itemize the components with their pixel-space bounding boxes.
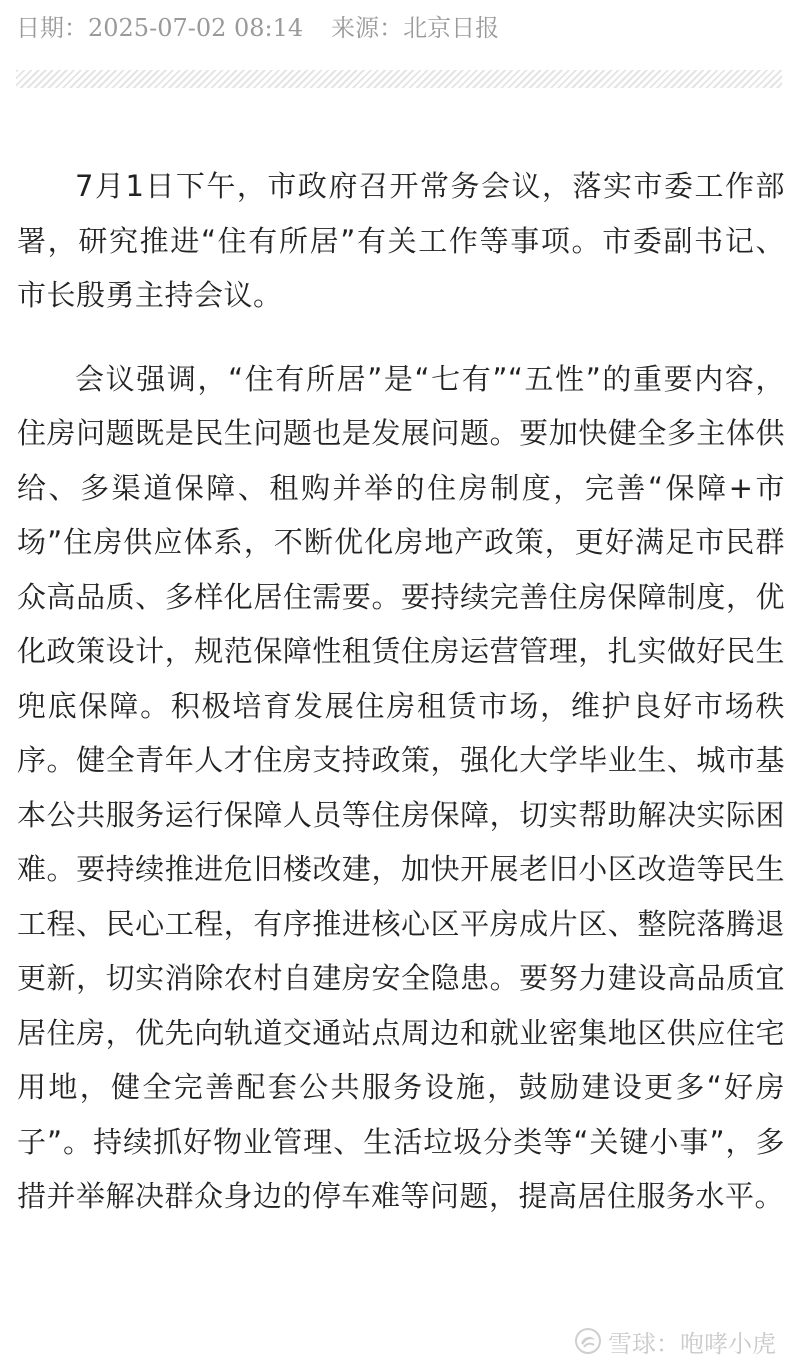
- paragraph-1: 7月1日下午，市政府召开常务会议，落实市委工作部署，研究推进“住有所居”有关工作等事项。市委副书记、市长殷勇主持会议。: [17, 169, 785, 312]
- date-value: 2025-07-02 08:14: [88, 14, 304, 42]
- source-value: 北京日报: [403, 14, 500, 42]
- article-meta: [16, 8, 499, 48]
- source-label: 来源：: [331, 14, 404, 42]
- watermark-text: 雪球：咆哮小虎: [608, 1329, 776, 1358]
- hatched-divider: [16, 70, 782, 88]
- date-label: 日期：: [16, 14, 88, 42]
- paragraph-2: 会议强调，“住有所居”是“七有”“五性”的重要内容，住房问题既是民生问题也是发展问题。要加快健全多主体供给、多渠道保障、租购并举的住房制度，完善“保障+市场”住房供应体系，不断优化房地产政策，更好满足市民群众高品质、多样化居住需要。要持续完善住房保障制度，优化政策设计，规范保障性租赁住房运营管理，扎实做好民生兜底保障。积极培育发展住房租赁市场，维护良好市场秩序。健全青年人才住房支持政策，强化大学毕业生、城市基本公共服务运行保障人员等住房保障，切实帮助解决实际困难。要持续推进危旧楼改建，加快开展老旧小区改造等民生工程、民心工程，有序推进核心区平房成片区、整院落腾退更新，切实消除农村自建房安全隐患。要努力建设高品质宜居住房，优先向轨道交通站点周边和就业密集地区供应住宅用地，健全完善配套公共服务设施，鼓励建设更多“好房子”。持续抓好物业管理、生活垃圾分类等“关键小事”，多措并举解决群众身边的停车难等问题，提高居住服务水平。: [17, 361, 785, 1213]
- snowball-logo-icon: [574, 1327, 602, 1355]
- article-body: [17, 159, 785, 1224]
- watermark: [574, 1321, 776, 1361]
